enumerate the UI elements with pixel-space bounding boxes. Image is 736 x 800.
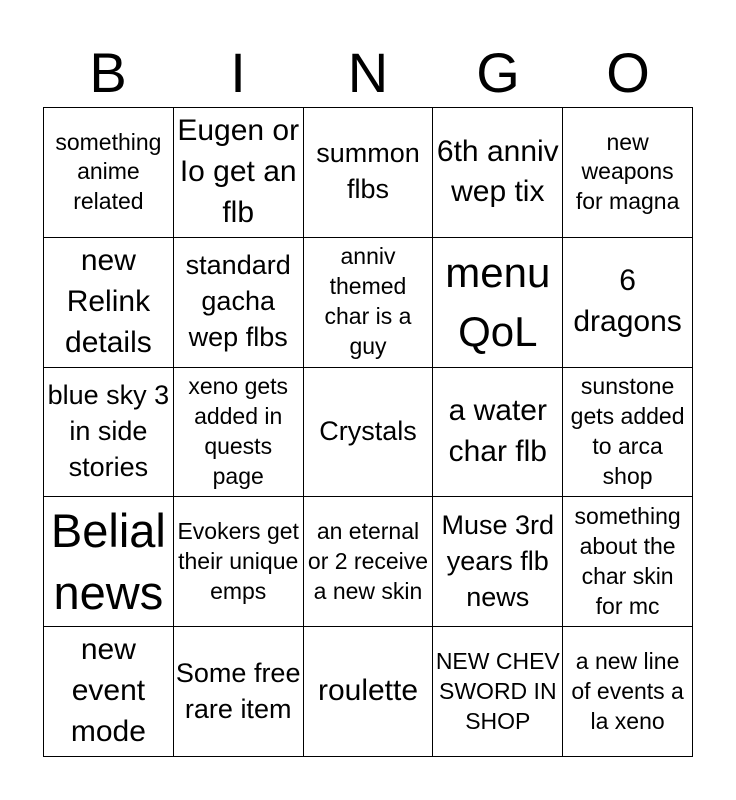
bingo-cell-r5-c3[interactable] — [304, 627, 434, 757]
cell-text: Evokers get their unique emps — [177, 517, 299, 604]
cell-text: an eternal or 2 receive a new skin — [307, 517, 429, 604]
bingo-cell-r3-c4[interactable] — [433, 368, 563, 498]
cell-text: Crystals — [319, 416, 417, 447]
bingo-cell-r3-c2[interactable] — [174, 368, 304, 498]
cell-text: 6th anniv wep tix — [436, 134, 559, 209]
bingo-cell-r3-c1[interactable] — [44, 368, 174, 498]
header-letter-i: I — [230, 41, 246, 104]
bingo-cell-r2-c1[interactable] — [44, 238, 174, 368]
cell-text: 6 dragons — [573, 264, 682, 339]
cell-text: new Relink details — [65, 244, 152, 359]
cell-text: Eugen or Io get an flb — [177, 114, 300, 229]
bingo-cell-r5-c4[interactable] — [433, 627, 563, 757]
cell-text: standard gacha wep flbs — [185, 250, 291, 353]
bingo-cell-r1-c4[interactable] — [433, 108, 563, 238]
bingo-cell-r4-c5[interactable] — [563, 497, 693, 627]
cell-text: blue sky 3 in side stories — [47, 380, 170, 482]
bingo-cell-r4-c4[interactable] — [433, 497, 563, 627]
cell-text: roulette — [317, 674, 419, 708]
cell-text: Belial news — [50, 503, 166, 619]
bingo-cell-r2-c5[interactable] — [563, 238, 693, 368]
bingo-cell-r3-c3[interactable] — [304, 368, 434, 498]
bingo-cell-r4-c3[interactable] — [304, 497, 434, 627]
bingo-cell-r4-c1[interactable] — [44, 497, 174, 627]
cell-text: NEW CHEV SWORD IN SHOP — [435, 647, 560, 734]
bingo-cell-r1-c3[interactable] — [304, 108, 434, 238]
cell-text: something anime related — [55, 128, 162, 215]
cell-text: new weapons for magna — [575, 128, 680, 215]
bingo-board — [43, 107, 693, 757]
cell-text: xeno gets added in quests page — [188, 373, 289, 489]
bingo-cell-r5-c5[interactable] — [563, 627, 693, 757]
bingo-cell-r2-c4[interactable] — [433, 238, 563, 368]
cell-text: Muse 3rd years flb news — [441, 509, 555, 612]
header-letter-o: O — [606, 41, 650, 104]
bingo-header — [43, 40, 693, 106]
cell-text: something about the char skin for mc — [574, 503, 681, 619]
cell-text: a new line of events a la xeno — [571, 647, 684, 734]
bingo-cell-r4-c2[interactable] — [174, 497, 304, 627]
header-letter-g: G — [476, 41, 520, 104]
bingo-cell-r2-c2[interactable] — [174, 238, 304, 368]
cell-text: a water char flb — [448, 394, 547, 468]
bingo-cell-r5-c1[interactable] — [44, 627, 174, 757]
bingo-cell-r1-c5[interactable] — [563, 108, 693, 238]
bingo-cell-r1-c2[interactable] — [174, 108, 304, 238]
cell-text: Some free rare item — [175, 657, 301, 724]
cell-text: sunstone gets added to arca shop — [570, 373, 685, 489]
bingo-cell-r3-c5[interactable] — [563, 368, 693, 498]
cell-text: new event mode — [70, 633, 146, 748]
bingo-cell-r2-c3[interactable] — [304, 238, 434, 368]
header-letter-n: N — [347, 41, 389, 104]
cell-text: summon flbs — [316, 138, 420, 205]
bingo-cell-r1-c1[interactable] — [44, 108, 174, 238]
bingo-cell-r5-c2[interactable] — [174, 627, 304, 757]
cell-text: anniv themed char is a guy — [324, 243, 412, 360]
header-letter-b: B — [89, 41, 127, 104]
cell-text: menu QoL — [445, 248, 551, 356]
